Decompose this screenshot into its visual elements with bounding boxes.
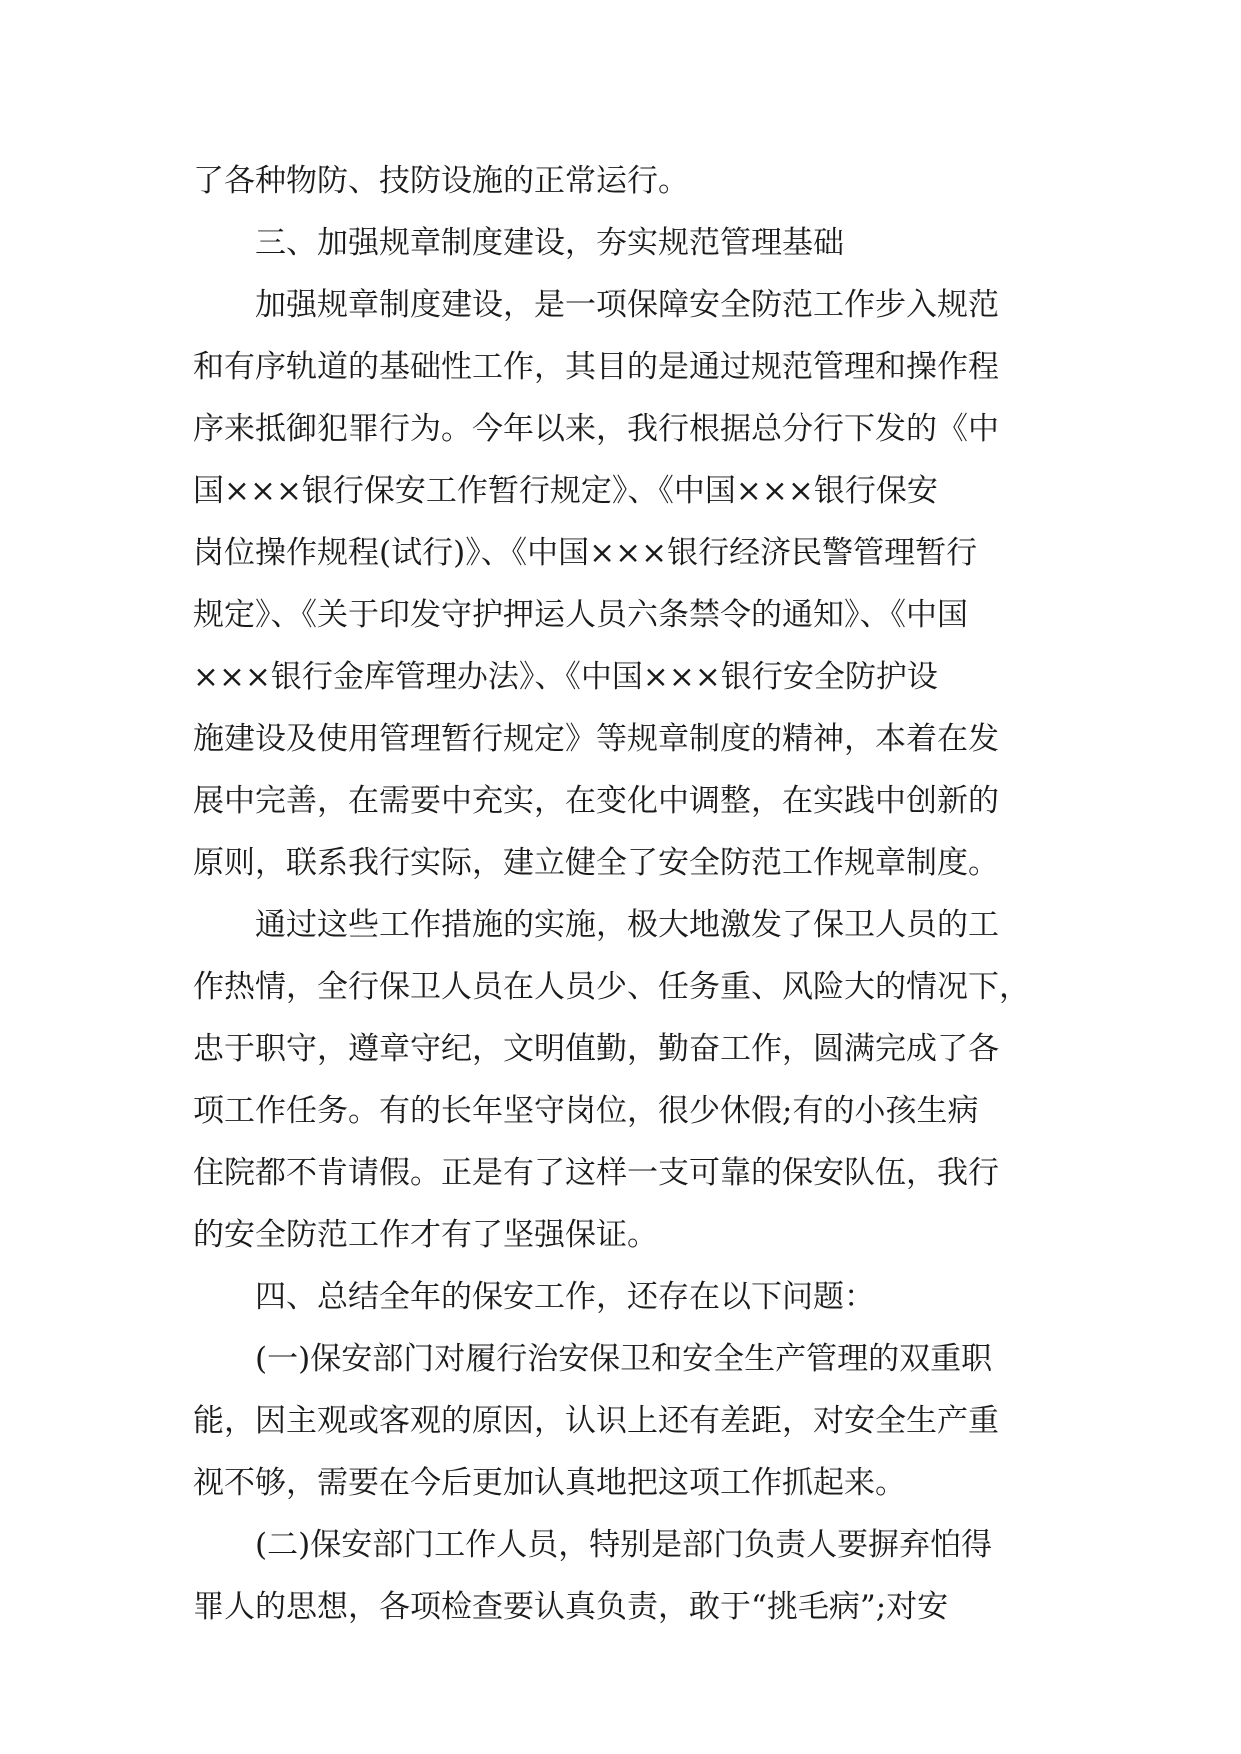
text-line: 项工作任务。有的长年坚守岗位，很少休假;有的小孩生病 bbox=[193, 1093, 979, 1129]
section-heading: 四、总结全年的保安工作，还存在以下问题： bbox=[255, 1279, 875, 1315]
text-line: 展中完善，在需要中充实，在变化中调整，在实践中创新的 bbox=[193, 783, 999, 819]
text-line: 原则，联系我行实际，建立健全了安全防范工作规章制度。 bbox=[193, 845, 999, 881]
text-line: 的安全防范工作才有了坚强保证。 bbox=[193, 1217, 658, 1253]
text-line: ×××银行金库管理办法》、《中国×××银行安全防护设 bbox=[193, 659, 938, 695]
text-line: 和有序轨道的基础性工作，其目的是通过规范管理和操作程 bbox=[193, 349, 999, 385]
text-line: 施建设及使用管理暂行规定》等规章制度的精神，本着在发 bbox=[193, 721, 999, 757]
text-line: 视不够，需要在今后更加认真地把这项工作抓起来。 bbox=[193, 1465, 906, 1501]
section-heading: 三、加强规章制度建设，夯实规范管理基础 bbox=[255, 225, 844, 261]
text-line: 了各种物防、技防设施的正常运行。 bbox=[193, 163, 689, 199]
text-line: 规定》、《关于印发守护押运人员六条禁令的通知》、《中国 bbox=[193, 597, 968, 633]
text-line: 作热情，全行保卫人员在人员少、任务重、风险大的情况下， bbox=[193, 969, 1030, 1005]
text-line: 忠于职守，遵章守纪，文明值勤，勤奋工作，圆满完成了各 bbox=[193, 1031, 999, 1067]
text-line: 序来抵御犯罪行为。今年以来，我行根据总分行下发的《中 bbox=[193, 411, 999, 447]
text-line: (二)保安部门工作人员，特别是部门负责人要摒弃怕得 bbox=[255, 1527, 993, 1563]
text-line: (一)保安部门对履行治安保卫和安全生产管理的双重职 bbox=[255, 1341, 993, 1377]
text-line: 住院都不肯请假。正是有了这样一支可靠的保安队伍，我行 bbox=[193, 1155, 999, 1191]
text-line: 通过这些工作措施的实施，极大地激发了保卫人员的工 bbox=[255, 907, 999, 943]
text-line: 能，因主观或客观的原因，认识上还有差距，对安全生产重 bbox=[193, 1403, 999, 1439]
text-line: 加强规章制度建设，是一项保障安全防范工作步入规范 bbox=[255, 287, 999, 323]
text-line: 国×××银行保安工作暂行规定》、《中国×××银行保安 bbox=[193, 473, 938, 509]
text-line: 罪人的思想，各项检查要认真负责，敢于“挑毛病”;对安 bbox=[193, 1589, 949, 1625]
text-line: 岗位操作规程(试行)》、《中国×××银行经济民警管理暂行 bbox=[193, 535, 978, 571]
